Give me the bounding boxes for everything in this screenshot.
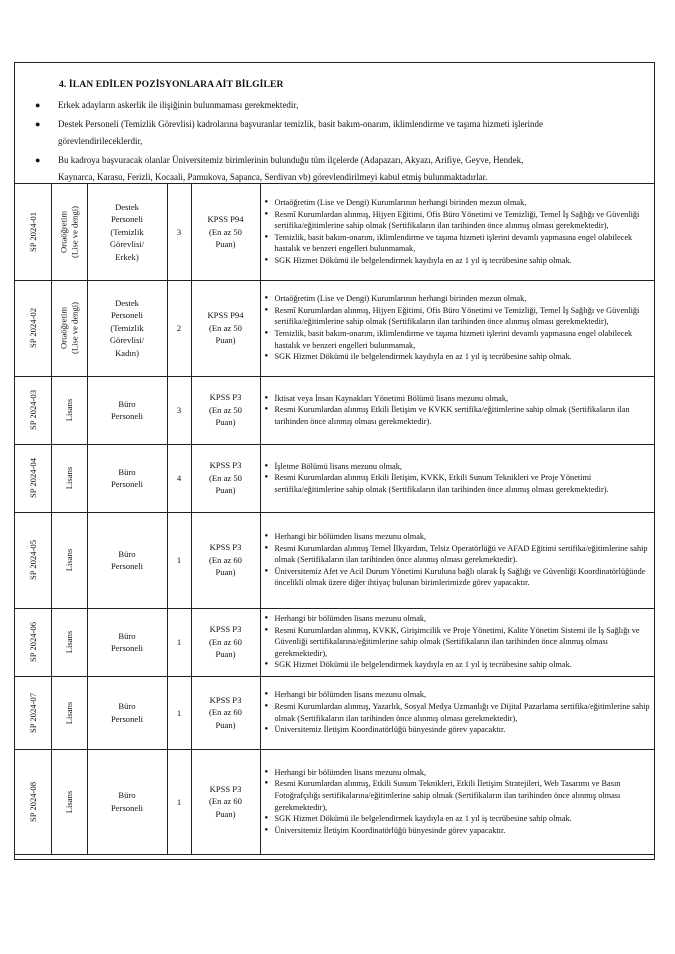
education-cell: [51, 749, 87, 854]
position-row: [15, 512, 654, 608]
education-line: (Lise ve dengi): [69, 205, 79, 258]
education-level: [64, 631, 75, 653]
position-title-line: Büro: [118, 466, 136, 477]
position-title-line: Personeli: [111, 802, 143, 813]
requirement-item: ● Herhangi bir bölümden lisans mezunu olmak,: [275, 531, 651, 543]
kpss-score-line: Puan): [215, 808, 236, 819]
education-cell: [51, 676, 87, 749]
document-frame: [14, 62, 655, 860]
position-row: [15, 676, 654, 749]
requirement-item: ● İktisat veya İnsan Kaynakları Yönetimi Bölümü lisans mezunu olmak,: [275, 393, 651, 405]
position-title-line: Personeli: [111, 214, 143, 224]
kpss-score-line: KPSS P94: [207, 214, 244, 224]
kpss-score-cell: [191, 512, 260, 608]
requirements-list: [261, 531, 655, 589]
position-count-cell: 1: [167, 676, 191, 749]
position-code: SP 2024-06: [27, 621, 38, 663]
position-title-cell: [87, 184, 167, 280]
requirements-cell: [260, 749, 654, 854]
requirement-item: ● Temizlik, basit bakım-onarım, iklimlendirme ve taşıma hizmeti işlerini devamlı yapmasına engel olabilecek hastalık ve benzeri engelleri bulunmamak,: [275, 232, 651, 255]
kpss-score-line: KPSS P3: [209, 624, 242, 635]
kpss-score-line: (En az 60: [209, 707, 242, 718]
education-line: (Lise ve dengi): [69, 301, 79, 355]
education-level: [64, 467, 75, 489]
position-title-cell: [87, 280, 167, 376]
position-title-line: Görevlisi/: [109, 335, 145, 346]
requirements-list: [261, 461, 655, 496]
education-level: [59, 302, 80, 354]
kpss-score-line: KPSS P3: [209, 392, 242, 403]
position-title-line: Personeli: [111, 310, 143, 321]
education-line: Lisans: [63, 701, 74, 724]
kpss-score-line: (En az 50: [209, 322, 242, 333]
education-line: Ortaöğretim: [58, 210, 69, 253]
requirements-cell: [260, 676, 654, 749]
position-row: [15, 444, 654, 512]
requirement-item: ● Resmi Kurumlardan alınmış, Etkili Sunum Teknikleri, Etkili İletişim Stratejileri, Web Tasarımı ve Basın Fotoğrafçılığı sertifikalarına/eğitimlerine sahip olmak (Sertifikaların ilan tarihinden önce alınmış olması gerekmektedir),: [275, 778, 651, 813]
kpss-score-line: (En az 50: [209, 404, 242, 415]
position-title-cell: [87, 608, 167, 676]
position-title-line: Personeli: [111, 561, 143, 571]
requirements-cell: [260, 512, 654, 608]
position-code: SP 2024-02: [27, 307, 38, 349]
position-title-line: Büro: [118, 548, 136, 559]
position-row: [15, 749, 654, 854]
kpss-score: [192, 623, 260, 661]
position-title-line: Görevlisi/: [109, 239, 145, 249]
kpss-score-line: KPSS P94: [207, 310, 244, 321]
position-count-cell: 1: [167, 512, 191, 608]
position-title-line: (Temizlik: [110, 322, 144, 333]
position-code-cell: [15, 376, 51, 444]
requirements-list: [261, 613, 655, 671]
position-code: SP 2024-04: [27, 457, 38, 499]
kpss-score-line: Puan): [215, 719, 236, 730]
requirement-item: ● Ortaöğretim (Lise ve Dengi) Kurumlarının herhangi birinden mezun olmak,: [275, 197, 651, 209]
position-title-cell: [87, 444, 167, 512]
requirements-list: [261, 767, 655, 837]
position-title: [88, 630, 167, 655]
position-title-line: Destek: [115, 297, 139, 308]
position-code: SP 2024-03: [27, 389, 38, 431]
kpss-score-line: Puan): [215, 417, 236, 428]
position-code: SP 2024-08: [27, 781, 38, 822]
kpss-score-line: KPSS P3: [209, 783, 242, 794]
position-row: [15, 280, 654, 376]
requirements-list: [261, 197, 655, 267]
position-title: [88, 789, 167, 814]
position-row: [15, 608, 654, 676]
kpss-score-line: (En az 50: [209, 226, 242, 237]
requirements-cell: [260, 184, 654, 280]
requirement-item: ● Resmi Kurumlardan alınmış Etkili İletişim ve KVKK sertifika/eğitimlerine sahip olmak (Sertifikaların ilan tarihinden önce alınmış olması gerekmektedir).: [275, 404, 651, 427]
education-level: [59, 206, 80, 258]
kpss-score-line: Puan): [215, 649, 236, 660]
requirement-item: ● Resmi Kurumlardan alınmış, KVKK, Girişimcilik ve Proje Yönetimi, Kalite Yönetim Sistemi ile İş Sağlığı ve Güvenliği sertifikalarına/eğitimlerine sahip olmak (Sertifikaların ilan tarihinden önce alınmış olması gerekmektedir),: [275, 625, 651, 660]
position-title: [88, 297, 167, 360]
position-title-line: (Temizlik: [110, 226, 144, 237]
education-line: Lisans: [63, 548, 74, 572]
position-title-cell: [87, 376, 167, 444]
requirement-item: ● Resmi Kurumlardan alınmış, Yazarlık, Sosyal Medya Uzmanlığı ve Dijital Pazarlama sertifika/eğitimlerine sahip olmak (Sertifikaların ilan tarihinden önce alınmış olması gerekmektedir),: [275, 701, 651, 724]
position-title: [88, 201, 167, 264]
requirements-cell: [260, 376, 654, 444]
section-title: 4. İLAN EDİLEN POZİSYONLARA AİT BİLGİLER: [59, 79, 284, 90]
kpss-score-line: Puan): [215, 335, 236, 346]
requirements-list: [261, 689, 655, 735]
education-cell: [51, 184, 87, 280]
kpss-score-line: (En az 60: [209, 796, 242, 807]
kpss-score-line: Puan): [215, 239, 236, 249]
position-title-line: Destek: [115, 201, 139, 212]
kpss-score-line: Puan): [215, 567, 236, 578]
requirement-item: ● SGK Hizmet Dökümü ile belgelendirmek kaydıyla en az 1 yıl iş tecrübesine sahip olmak.: [275, 255, 651, 267]
requirement-item: ● SGK Hizmet Dökümü ile belgelendirmek kaydıyla en az 1 yıl iş tecrübesine sahip olmak.: [275, 659, 651, 671]
education-line: Lisans: [63, 790, 74, 813]
education-level: [64, 399, 75, 421]
kpss-score: [192, 783, 260, 821]
requirement-item: ● Üniversitemiz Afet ve Acil Durum Yönetimi Kuruluna bağlı olarak İş Sağlığı ve Güvenliği Koordinatörlüğünde öncelikli olmak üzere diğer ihtiyaç bulunan birimlerimizde görev yapacaktır.: [275, 566, 651, 589]
kpss-score-cell: [191, 184, 260, 280]
position-title-cell: [87, 749, 167, 854]
position-row: [15, 184, 654, 280]
kpss-score-cell: [191, 444, 260, 512]
position-count-cell: 2: [167, 280, 191, 376]
kpss-score-line: (En az 60: [209, 554, 242, 565]
info-bullet-text: Bu kadroya başvuracak olanlar Üniversitemiz birimlerinin bulunduğu tüm ilçelerde (Adapazarı, Akyazı, Arifiye, Geyve, Hendek,: [58, 155, 524, 165]
kpss-score-line: (En az 60: [209, 636, 242, 647]
kpss-score-line: Puan): [215, 485, 236, 496]
requirement-item: ● Ortaöğretim (Lise ve Dengi) Kurumlarının herhangi birinden mezun olmak,: [275, 293, 651, 305]
position-title: [88, 398, 167, 423]
kpss-score-line: KPSS P3: [209, 460, 242, 471]
position-code-cell: [15, 184, 51, 280]
bullet-dot-icon: ●: [35, 119, 41, 129]
positions-table: [15, 184, 654, 855]
position-count-cell: 3: [167, 376, 191, 444]
position-title: [88, 466, 167, 491]
kpss-score-line: (En az 50: [209, 472, 242, 483]
bullet-dot-icon: ●: [35, 155, 41, 165]
info-bullet-continuation: Kaynarca, Karasu, Ferizli, Kocaali, Pamukova, Sapanca, Serdivan vb) görevlendirilmeyi kabul etmiş bulunmaktadırlar.: [58, 172, 488, 182]
kpss-score: [192, 694, 260, 732]
requirement-item: ● Temizlik, basit bakım-onarım, iklimlendirme ve taşıma hizmeti işlerini devamlı yapmasına engel olabilecek hastalık ve benzeri engelleri bulunmamak,: [275, 328, 651, 351]
position-count-cell: 1: [167, 749, 191, 854]
position-title-line: Büro: [118, 790, 136, 800]
position-count-cell: 3: [167, 184, 191, 280]
requirement-item: ● Herhangi bir bölümden lisans mezunu olmak,: [275, 689, 651, 701]
info-bullet-text: Erkek adayların askerlik ile ilişiğinin bulunmaması gerekmektedir,: [58, 100, 299, 110]
requirement-item: ● Üniversitemiz İletişim Koordinatörlüğü bünyesinde görev yapacaktır.: [275, 724, 651, 736]
position-code-cell: [15, 512, 51, 608]
info-section: [15, 63, 654, 184]
kpss-score-cell: [191, 608, 260, 676]
education-level: [64, 701, 75, 723]
position-code: SP 2024-01: [27, 211, 38, 252]
position-title-line: Büro: [118, 701, 136, 711]
position-title: [88, 548, 167, 573]
education-cell: [51, 608, 87, 676]
position-code-cell: [15, 608, 51, 676]
requirement-item: ● Resmi Kurumlardan alınmış Temel İlkyardım, Telsiz Operatörlüğü ve AFAD Eğitimi sertifika/eğitimlerine sahip olmak (Sertifikaların ilan tarihinden önce alınmış olması gerekmektedir).: [275, 543, 651, 566]
kpss-score-line: KPSS P3: [209, 694, 242, 705]
requirements-list: [261, 293, 655, 363]
kpss-score: [192, 391, 260, 429]
requirements-list: [261, 393, 655, 428]
kpss-score-cell: [191, 376, 260, 444]
education-line: Lisans: [63, 630, 74, 654]
requirement-item: ● SGK Hizmet Dökümü ile belgelendirmek kaydıyla en az 1 yıl iş tecrübesine sahip olmak.: [275, 813, 651, 825]
kpss-score-cell: [191, 676, 260, 749]
position-code-cell: [15, 444, 51, 512]
bullet-dot-icon: ●: [35, 100, 41, 110]
position-title-line: Personeli: [111, 411, 143, 421]
requirement-item: ● Üniversitemiz İletişim Koordinatörlüğü bünyesinde görev yapacaktır.: [275, 825, 651, 837]
requirements-cell: [260, 444, 654, 512]
requirement-item: ● Herhangi bir bölümden lisans mezunu olmak,: [275, 613, 651, 625]
kpss-score: [192, 459, 260, 497]
position-title-line: Büro: [118, 398, 136, 409]
education-line: Ortaöğretim: [58, 307, 69, 349]
requirement-item: ● İşletme Bölümü lisans mezunu olmak,: [275, 461, 651, 473]
position-count-cell: 1: [167, 608, 191, 676]
position-title-cell: [87, 676, 167, 749]
position-code-cell: [15, 280, 51, 376]
requirement-item: ● Herhangi bir bölümden lisans mezunu olmak,: [275, 767, 651, 779]
position-code: SP 2024-07: [27, 692, 38, 733]
requirement-item: ● Resmî Kurumlardan alınmış, Hijyen Eğitimi, Ofis Büro Yönetimi ve Temizliği, Temel İş Sağlığı ve Güvenliği sertifika/eğitimlerine sahip olmak (Sertifikaların ilan tarihinden önce alınmış olması gerekmektedir),: [275, 209, 651, 232]
position-title-line: Personeli: [111, 713, 143, 724]
kpss-score-line: KPSS P3: [209, 542, 242, 553]
position-title-cell: [87, 512, 167, 608]
position-title-line: Personeli: [111, 643, 143, 653]
kpss-score: [192, 309, 260, 347]
position-title-line: Büro: [118, 630, 136, 641]
education-line: Lisans: [63, 466, 74, 490]
position-row: [15, 376, 654, 444]
education-cell: [51, 512, 87, 608]
position-code-cell: [15, 676, 51, 749]
position-title-line: Personeli: [111, 479, 143, 489]
position-title-line: Erkek): [115, 251, 139, 262]
position-count-cell: 4: [167, 444, 191, 512]
position-code-cell: [15, 749, 51, 854]
education-cell: [51, 444, 87, 512]
education-cell: [51, 280, 87, 376]
position-title: [88, 700, 167, 725]
requirement-item: ● Resmî Kurumlardan alınmış, Hijyen Eğitimi, Ofis Büro Yönetimi ve Temizliği, Temel İş Sağlığı ve Güvenliği sertifika/eğitimlerine sahip olmak (Sertifikaların ilan tarihinden önce alınmış olması gerekmektedir),: [275, 305, 651, 328]
requirements-cell: [260, 280, 654, 376]
position-code: SP 2024-05: [27, 539, 38, 581]
education-line: Lisans: [63, 398, 74, 422]
requirements-cell: [260, 608, 654, 676]
positions-table-body: [15, 184, 654, 854]
requirement-item: ● Resmi Kurumlardan alınmış Etkili İletişim, KVKK, Etkili Sunum Teknikleri ve Proje Yönetimi sertifika/eğitimlerine sahip olmak (Sertifikaların ilan tarihinden önce alınmış olması gerekmektedir).: [275, 472, 651, 495]
education-level: [64, 549, 75, 571]
education-cell: [51, 376, 87, 444]
education-level: [64, 790, 75, 812]
info-bullet-continuation: görevlendirileceklerdir,: [58, 136, 143, 146]
kpss-score-cell: [191, 749, 260, 854]
info-bullet-text: Destek Personeli (Temizlik Görevlisi) kadrolarına başvuranlar temizlik, basit bakım-onarım, iklimlendirme ve taşıma hizmeti işlerinde: [58, 119, 543, 129]
kpss-score: [192, 213, 260, 251]
requirement-item: ● SGK Hizmet Dökümü ile belgelendirmek kaydıyla en az 1 yıl iş tecrübesine sahip olmak.: [275, 351, 651, 363]
kpss-score: [192, 541, 260, 579]
kpss-score-cell: [191, 280, 260, 376]
position-title-line: Kadın): [115, 347, 139, 358]
